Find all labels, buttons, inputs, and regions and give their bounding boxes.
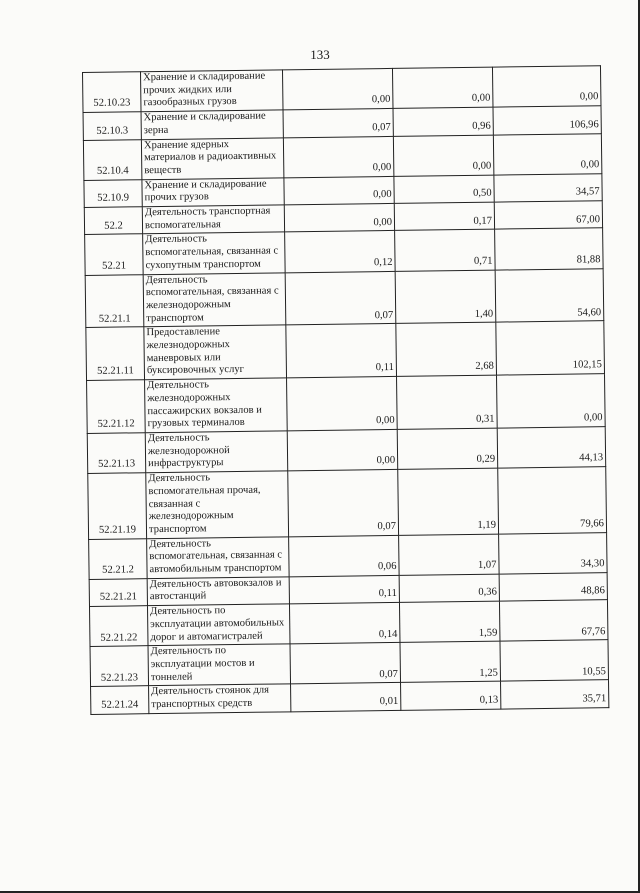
row-value-3: 34,57 <box>494 173 602 202</box>
row-value-1: 0,01 <box>291 683 401 712</box>
row-code: 52.21.2 <box>89 538 148 579</box>
row-code: 52.10.9 <box>84 179 142 207</box>
row-value-2: 1,19 <box>398 468 499 535</box>
row-value-1: 0,14 <box>289 603 400 645</box>
row-value-1: 0,07 <box>288 469 399 536</box>
row-code: 52.21.19 <box>88 473 147 539</box>
row-value-3: 81,88 <box>495 228 604 270</box>
row-value-2: 0,17 <box>394 202 494 231</box>
row-code: 52.21 <box>85 234 144 275</box>
table-row <box>87 374 606 434</box>
row-name: Деятельность вспомогательная прочая, связанная с железнодорожным транспортом <box>146 471 289 538</box>
table-row <box>88 467 607 539</box>
row-value-1: 0,06 <box>289 535 400 577</box>
row-name: Хранение и складирование прочих жидких или газообразных грузов <box>141 70 284 112</box>
row-value-1: 0,00 <box>283 136 394 178</box>
row-value-2: 0,29 <box>397 428 498 469</box>
row-value-2: 0,31 <box>397 375 498 429</box>
row-code: 52.21.22 <box>89 606 148 647</box>
table-row <box>83 66 601 113</box>
table-row <box>89 532 607 579</box>
row-code: 52.10.23 <box>83 72 142 113</box>
row-code: 52.2 <box>84 207 142 235</box>
row-value-2: 0,00 <box>393 135 494 176</box>
table-body <box>83 66 609 714</box>
row-value-1: 0,07 <box>285 271 396 325</box>
row-value-3: 0,00 <box>493 133 602 175</box>
row-value-1: 0,00 <box>284 176 394 205</box>
row-value-3: 79,66 <box>498 467 607 534</box>
row-code: 52.21.12 <box>87 380 146 434</box>
row-value-3: 44,13 <box>497 427 606 469</box>
row-value-3: 106,96 <box>493 106 601 135</box>
row-value-3: 67,00 <box>494 201 602 230</box>
row-name: Деятельность транспортная вспомогательная <box>142 205 284 234</box>
table-row <box>83 133 601 180</box>
row-value-1: 0,07 <box>283 109 393 138</box>
row-value-3: 10,55 <box>500 640 609 682</box>
row-value-2: 1,40 <box>395 270 496 324</box>
table-row <box>85 268 604 328</box>
table-row <box>91 680 609 714</box>
row-value-2: 0,13 <box>401 681 501 710</box>
row-name: Хранение и складирование прочих грузов <box>142 177 284 206</box>
row-value-1: 0,00 <box>287 377 398 431</box>
row-value-2: 0,00 <box>392 67 493 108</box>
row-value-1: 0,11 <box>289 575 399 604</box>
row-value-3: 0,00 <box>492 66 601 108</box>
row-name: Хранение ядерных материалов и радиоактивных веществ <box>141 137 284 179</box>
row-code: 52.21.13 <box>87 433 146 474</box>
row-name: Деятельность стоянок для транспортных средств <box>149 684 291 713</box>
row-value-2: 0,50 <box>394 175 494 204</box>
row-value-2: 1,25 <box>400 641 501 682</box>
row-value-2: 0,36 <box>399 574 499 603</box>
row-name: Деятельность вспомогательная, связанная с сухопутным транспортом <box>143 232 286 274</box>
row-name: Деятельность железнодорожной инфраструктуры <box>145 431 288 473</box>
row-value-1: 0,12 <box>285 231 396 273</box>
table-row <box>89 600 607 647</box>
row-name: Деятельность вспомогательная, связанная с автомобильным транспортом <box>147 536 290 578</box>
row-name: Хранение и складирование зерна <box>141 110 283 139</box>
row-value-2: 2,68 <box>396 322 497 376</box>
row-code: 52.21.1 <box>85 274 144 328</box>
row-name: Деятельность железнодорожных пассажирских вокзалов и грузовых терминалов <box>145 378 288 433</box>
row-value-3: 48,86 <box>499 572 607 601</box>
row-value-2: 0,96 <box>393 107 493 136</box>
table-row <box>85 228 603 275</box>
row-value-3: 35,71 <box>501 680 609 709</box>
row-name: Деятельность вспомогательная, связанная с железнодорожным транспортом <box>143 272 286 327</box>
row-code: 52.21.21 <box>89 578 147 606</box>
row-value-3: 102,15 <box>496 321 605 375</box>
row-value-2: 1,07 <box>399 534 500 575</box>
table-row <box>86 321 605 381</box>
row-value-3: 67,76 <box>499 600 608 642</box>
table-row <box>87 427 605 474</box>
row-value-1: 0,00 <box>282 68 393 110</box>
row-value-1: 0,00 <box>284 203 394 232</box>
row-code: 52.21.24 <box>91 686 149 714</box>
row-code: 52.10.3 <box>83 112 141 140</box>
row-name: Деятельность по эксплуатации мостов и тоннелей <box>148 644 291 686</box>
row-code: 52.21.11 <box>86 327 145 381</box>
row-code: 52.21.23 <box>90 646 149 687</box>
row-value-3: 54,60 <box>495 268 604 322</box>
row-value-2: 1,59 <box>399 601 500 642</box>
row-name: Предоставление железнодорожных маневровых или буксировочных услуг <box>144 325 287 380</box>
data-table <box>82 65 609 714</box>
row-value-3: 0,00 <box>497 374 606 428</box>
page-number: 133 <box>310 47 330 62</box>
row-code: 52.10.4 <box>83 139 142 180</box>
row-name: Деятельность автовокзалов и автостанций <box>147 577 289 606</box>
row-value-1: 0,11 <box>286 324 397 378</box>
row-value-1: 0,07 <box>290 643 401 685</box>
table-row <box>90 640 608 687</box>
row-value-1: 0,00 <box>287 429 398 471</box>
row-value-2: 0,71 <box>395 230 496 271</box>
row-value-3: 34,30 <box>499 532 608 574</box>
row-name: Деятельность по эксплуатации автомобильных дорог и автомагистралей <box>147 604 290 646</box>
